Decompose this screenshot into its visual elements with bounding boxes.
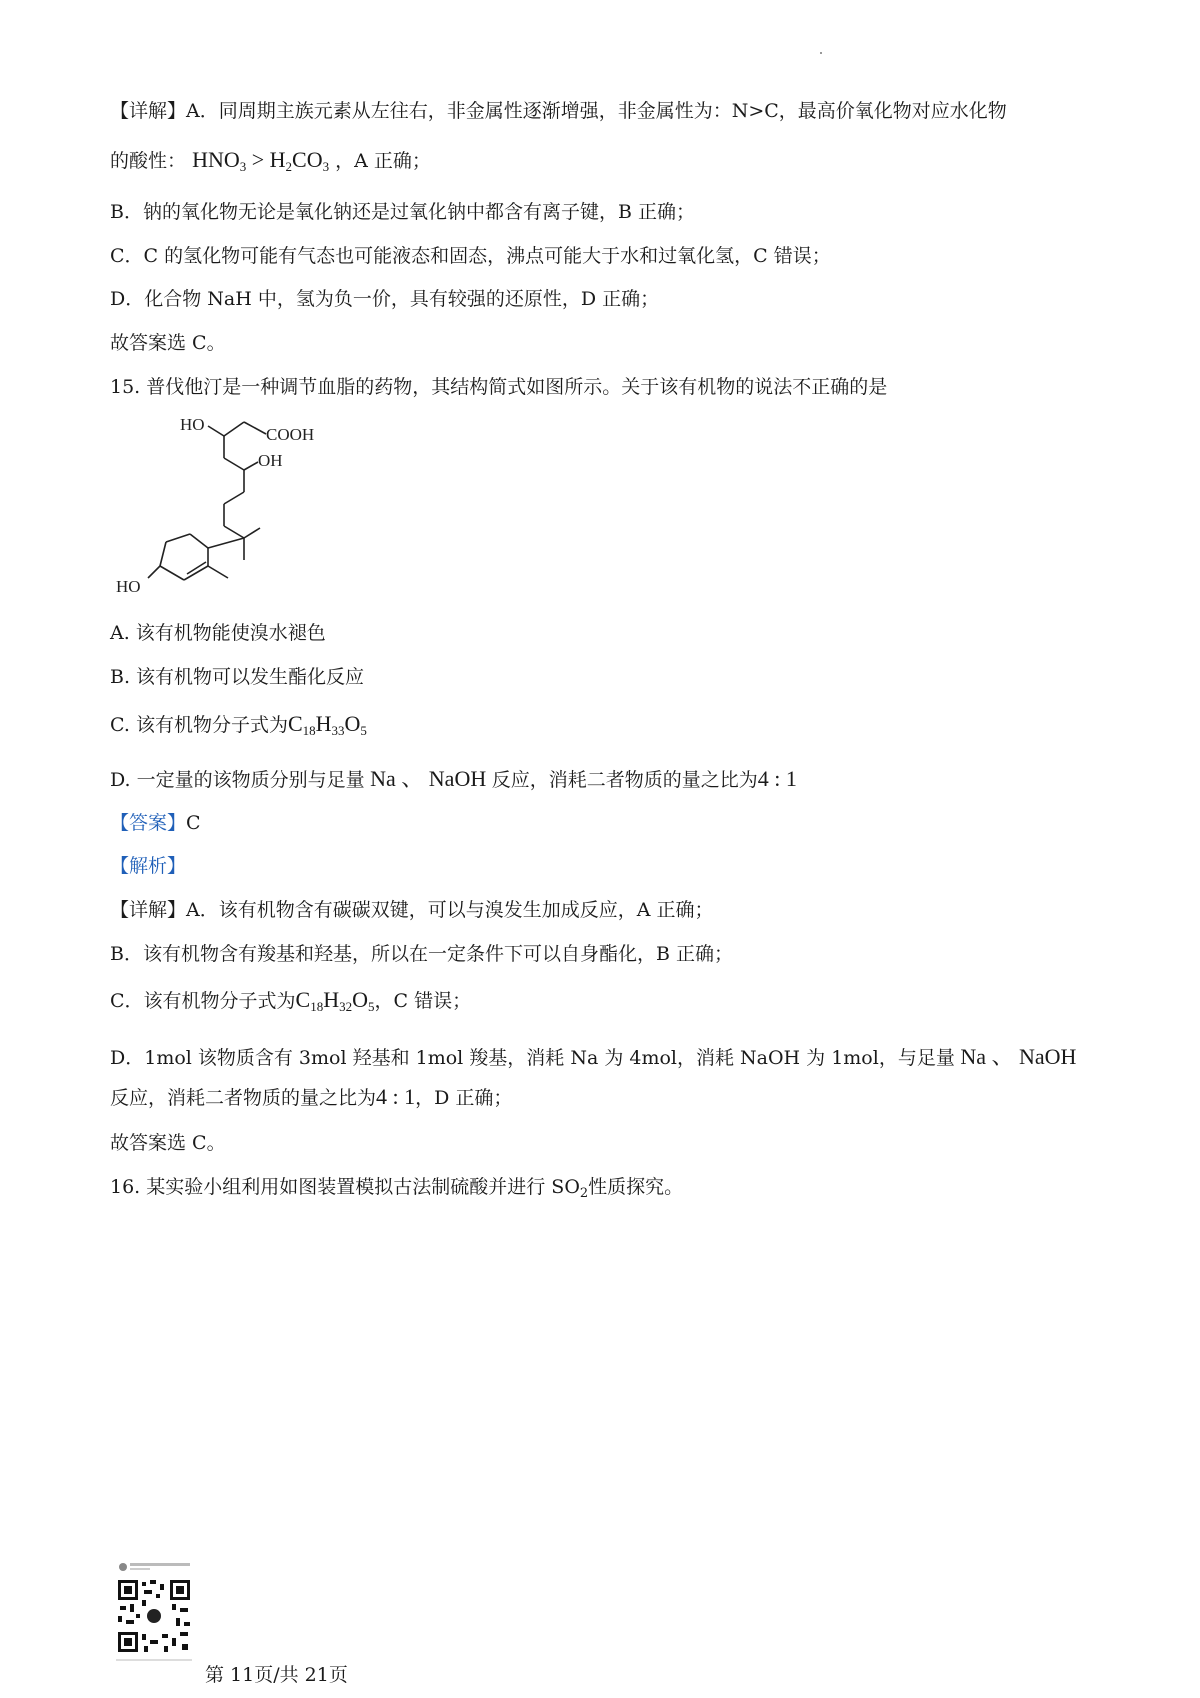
q15-detail-c: C．该有机物分子式为$C_{18}H_{32}O_5$，C 错误； [110, 987, 472, 1014]
q15-option-d: D. 一定量的该物质分别与足量 Na 、 NaOH 反应，消耗二者物质的量之比为4 : 1 [110, 766, 797, 791]
q15-option-b: B. 该有机物可以发生酯化反应 [110, 666, 365, 688]
q15-detail-a: 【详解】A．该有机物含有碳碳双键，可以与溴发生加成反应，A 正确； [110, 899, 714, 921]
q14-detail-a-suffix: ，A 正确； [335, 150, 431, 172]
q14-detail-a-line1: 【详解】A．同周期主族元素从左往右，非金属性逐渐增强，非金属性为：N>C，最高价氧化物对应水化物 [110, 100, 1007, 122]
wechat-icon [147, 1609, 161, 1623]
q15-conclusion: 故答案选 C。 [110, 1132, 226, 1154]
q15-option-a: A. 该有机物能使溴水褪色 [110, 622, 326, 644]
cooh-label: COOH [266, 425, 315, 444]
ho-top-label: HO [180, 415, 205, 434]
answer-value: C [186, 812, 201, 834]
formula-c18h32o5: $C_{18}H_{32}O_5$ [295, 987, 375, 1014]
q15-analysis-label: 【解析】 [110, 855, 187, 877]
qr-code-icon [116, 1578, 192, 1654]
qr-caption-blur [118, 1560, 208, 1576]
q15-option-c: C. 该有机物分子式为$C_{18}H_{33}O_5$ [110, 711, 367, 738]
answer-label: 【答案】 [110, 812, 187, 834]
q14-detail-c: C．C 的氢化物可能有气态也可能液态和固态，沸点可能大于水和过氧化氢，C 错误； [110, 245, 831, 267]
acid-comparison-formula: $HNO_3 > H_2CO_3$ [192, 147, 330, 174]
ho-ring-label: HO [116, 577, 141, 596]
q14-detail-d: D．化合物 NaH 中，氢为负一价，具有较强的还原性，D 正确； [110, 288, 660, 310]
qr-under-blur [116, 1658, 196, 1666]
q15-detail-b: B．该有机物含有羧基和羟基，所以在一定条件下可以自身酯化，B 正确； [110, 943, 733, 965]
page-footer: 第 11页/共 21页 [205, 1664, 348, 1686]
formula-c18h33o5: $C_{18}H_{33}O_5$ [287, 711, 367, 738]
q14-detail-b: B．钠的氧化物无论是氧化钠还是过氧化钠中都含有离子键，B 正确； [110, 201, 695, 223]
q16-stem: 16. 某实验小组利用如图装置模拟古法制硫酸并进行 $SO_2$性质探究。 [110, 1176, 684, 1201]
molecule-bonds [148, 422, 266, 580]
q15-detail-d-line1: D．1mol 该物质含有 3mol 羟基和 1mol 羧基，消耗 Na 为 4mol，消耗 NaOH 为 1mol，与足量 Na 、 NaOH [110, 1044, 1077, 1069]
q14-detail-a-prefix: 的酸性： [110, 150, 187, 172]
pravastatin-structure [116, 415, 360, 600]
qr-caption-graphic [118, 1560, 208, 1574]
q15-answer [110, 808, 201, 835]
qr-under-graphic [116, 1658, 196, 1664]
oh-label: OH [258, 451, 283, 470]
q14-detail-a-line2 [110, 146, 431, 175]
scan-dot [820, 52, 822, 54]
q15-stem: 15. 普伐他汀是一种调节血脂的药物，其结构简式如图所示。关于该有机物的说法不正确的是 [110, 376, 888, 398]
q14-conclusion: 故答案选 C。 [110, 332, 226, 354]
q15-detail-d-line2: 反应，消耗二者物质的量之比为4 : 1，D 正确； [110, 1084, 513, 1109]
